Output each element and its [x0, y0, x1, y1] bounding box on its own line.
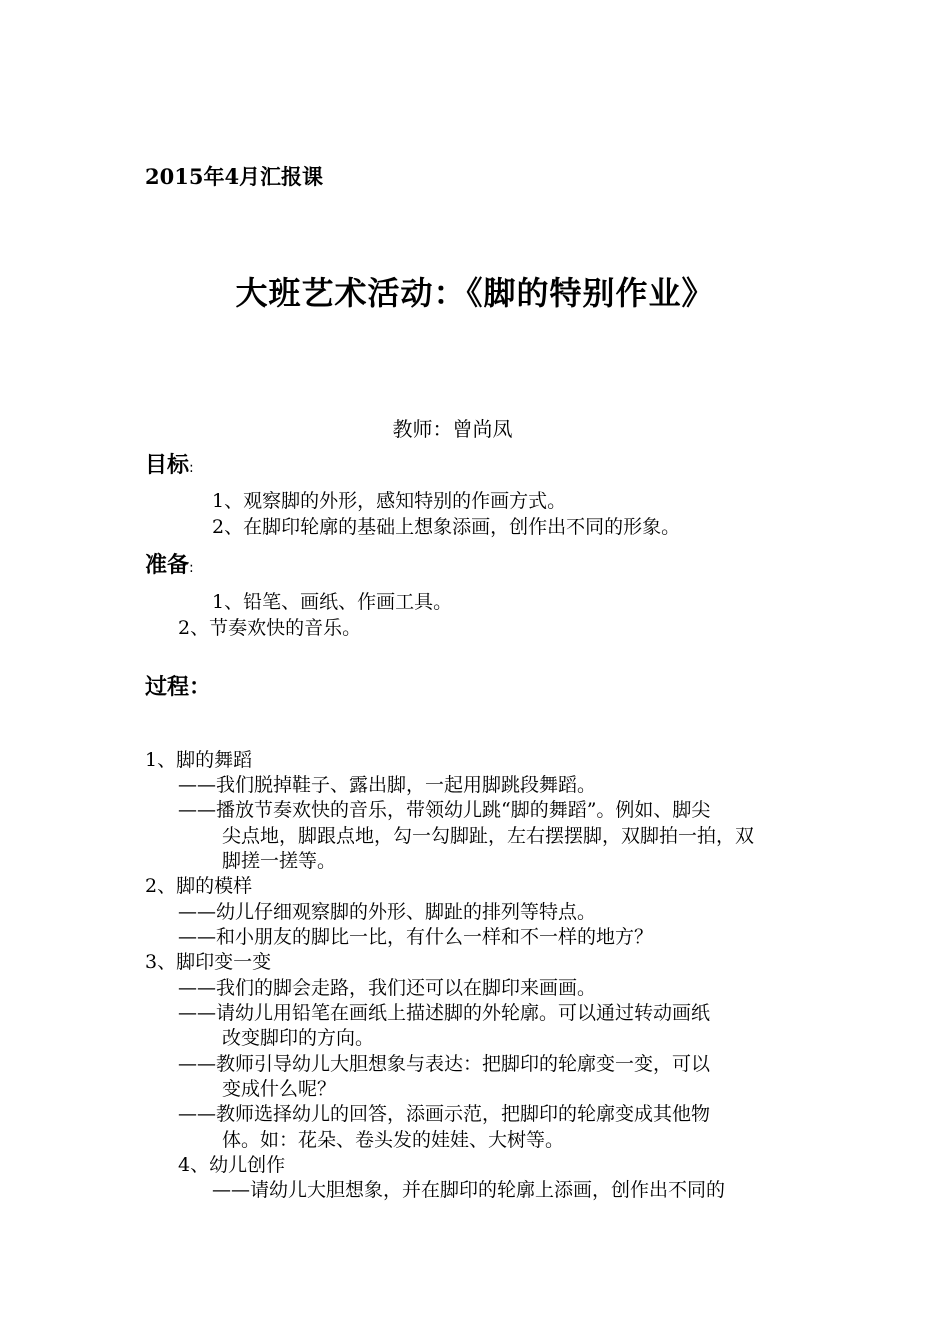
process-line: 体。如：花朵、卷头发的娃娃、大树等。 [222, 1129, 565, 1151]
process-line: ——教师引导幼儿大胆想象与表达：把脚印的轮廓变一变，可以 [178, 1053, 711, 1075]
process-line: ——我们的脚会走路，我们还可以在脚印来画画。 [178, 977, 597, 999]
goals-item: 2、在脚印轮廓的基础上想象添画，创作出不同的形象。 [212, 516, 681, 538]
process-line: 3、脚印变一变 [145, 951, 272, 973]
teacher-line: 教师：曾尚凤 [392, 417, 513, 441]
goals-item: 1、观察脚的外形，感知特别的作画方式。 [212, 490, 567, 512]
prep-heading-colon: : [189, 560, 194, 576]
process-heading [145, 672, 211, 704]
process-heading-text: 过程 [145, 675, 190, 700]
process-line: 1、脚的舞蹈 [145, 749, 253, 771]
goals-heading-text: 目标 [145, 453, 190, 478]
prep-heading [145, 550, 194, 584]
goals-heading-colon: : [189, 460, 194, 476]
goals-heading [145, 450, 194, 484]
prep-heading-text: 准备 [145, 553, 190, 578]
process-line: ——教师选择幼儿的回答，添画示范，把脚印的轮廓变成其他物 [178, 1103, 711, 1125]
prep-item: 2、节奏欢快的音乐。 [178, 617, 362, 639]
process-line: 尖点地，脚跟点地，勾一勾脚趾，左右摆摆脚，双脚拍一拍，双 [222, 825, 755, 847]
main-title: 大班艺术活动：《脚的特别作业》 [235, 274, 715, 312]
process-line: 2、脚的模样 [145, 875, 253, 897]
process-line: ——我们脱掉鞋子、露出脚，一起用脚跳段舞蹈。 [178, 774, 597, 796]
process-line: ——和小朋友的脚比一比，有什么一样和不一样的地方？ [178, 926, 654, 948]
process-heading-colon: ： [189, 675, 212, 700]
process-line: ——请幼儿大胆想象，并在脚印的轮廓上添画，创作出不同的 [212, 1179, 726, 1201]
process-line: 变成什么呢？ [222, 1078, 337, 1100]
process-line: ——播放节奏欢快的音乐，带领幼儿跳“脚的舞蹈”。例如、脚尖 [178, 799, 711, 821]
prep-item: 1、铅笔、画纸、作画工具。 [212, 591, 453, 613]
process-line: ——幼儿仔细观察脚的外形、脚趾的排列等特点。 [178, 901, 597, 923]
process-line: 改变脚印的方向。 [222, 1027, 375, 1049]
process-line: 脚搓一搓等。 [222, 850, 337, 872]
process-line: ——请幼儿用铅笔在画纸上描述脚的外轮廓。可以通过转动画纸 [178, 1002, 711, 1024]
process-line: 4、幼儿创作 [178, 1154, 286, 1176]
report-title: 2015年4月汇报课 [145, 164, 324, 189]
